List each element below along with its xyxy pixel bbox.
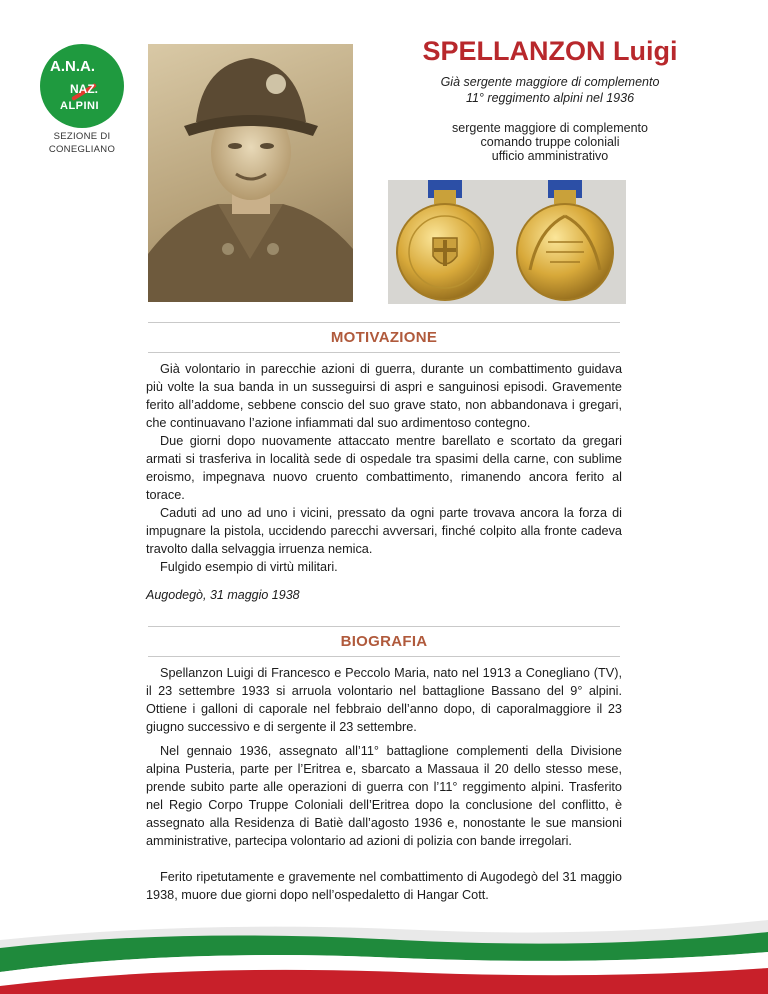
- motivazione-paragraph: Già volontario in parecchie azioni di guerra, durante un combattimento guidava più volte la sua banda in un susseguirsi di aspri e sanguinosi episodi. Gravemente ferito all’addome, sebbene conscio del suo grave stato, non abbandonava i gregari, che continuavano l’azione infiammati dal suo ardimentoso contegno.: [146, 362, 622, 430]
- biografia-heading: BIOGRAFIA: [340, 633, 428, 650]
- motivazione-heading: MOTIVAZIONE: [330, 329, 438, 346]
- divider: [148, 352, 620, 353]
- gold-medal-photo: [388, 180, 626, 304]
- portrait-illustration: [148, 44, 353, 302]
- former-rank-line: 11° reggimento alpini nel 1936: [465, 91, 635, 105]
- current-rank-line: ufficio amministrativo: [491, 149, 609, 163]
- section-label-line: SEZIONE DI: [53, 131, 111, 142]
- section-label-line: CONEGLIANO: [48, 144, 116, 155]
- motivazione-paragraph: Caduti ad uno ad uno i vicini, pressato da ogni parte trovava ancora la forza di impugnare la pistola, uccidendo parecchi avversari, finché colpito alla fronte cadeva travolto dalla selvaggia irruenza nemica.: [146, 506, 622, 556]
- logo-text-alpini: ALPINI: [60, 100, 100, 112]
- person-name: SPELLANZON Luigi: [422, 36, 678, 66]
- divider: [148, 656, 620, 657]
- logo-text-naz: NAZ.: [70, 82, 98, 96]
- divider: [148, 626, 620, 627]
- motivazione-paragraph: Fulgido esempio di virtù militari.: [160, 560, 338, 574]
- motivazione-paragraph: Due giorni dopo nuovamente attaccato mentre barellato e scortato da gregari armati si trasferiva in località sede di ospedale tra spasimi della carne, con sublime eroismo, impegnava nuovo cruento combattimento, rimanendo ancora ferito al torace.: [146, 434, 622, 502]
- current-rank-line: comando truppe coloniali: [480, 135, 620, 149]
- former-rank: [370, 74, 730, 106]
- medal-illustration: [388, 180, 626, 304]
- current-rank-line: sergente maggiore di complemento: [452, 121, 648, 135]
- ana-logo: [40, 44, 124, 128]
- portrait-photo: [148, 44, 353, 302]
- biografia-paragraph: Spellanzon Luigi di Francesco e Peccolo Maria, nato nel 1913 a Conegliano (TV), il 23 settembre 1933 si arruola volontario nel battaglione Bassano del 9° alpini. Ottiene i galloni di caporale nel febbraio dell’anno dopo, di caporalmaggiore il 23 giugno successivo e di sergente il 23 settembre.: [146, 666, 622, 734]
- biografia-paragraph: Nel gennaio 1936, assegnato all’11° battaglione complementi della Divisione alpina Pusteria, parte per l’Eritrea e, sbarcato a Massaua il 20 dello stesso mese, prende subito parte alle operazioni di guerra con l’11° reggimento alpini. Trasferito nel Regio Corpo Truppe Coloniali dell’Eritrea dopo la conclusione del conflitto, è assegnato alla Residenza di Batiè dall’agosto 1936 e, nonostante le sue mansioni amministrative, partecipa volontario ad azioni di polizia con bande irregolari.: [146, 744, 622, 848]
- tricolore-ribbon: [0, 900, 768, 994]
- biografia-paragraph: Ferito ripetutamente e gravemente nel combattimento di Augodegò del 31 maggio 1938, muore due giorni dopo nell’ospedaletto di Hangar Cott.: [146, 870, 622, 902]
- divider: [148, 322, 620, 323]
- current-rank: [370, 121, 730, 163]
- former-rank-line: Già sergente maggiore di complemento: [440, 75, 660, 89]
- logo-text-ana: A.N.A.: [50, 58, 95, 75]
- section-label: [34, 130, 130, 156]
- motivazione-date: Augodegò, 31 maggio 1938: [146, 588, 300, 602]
